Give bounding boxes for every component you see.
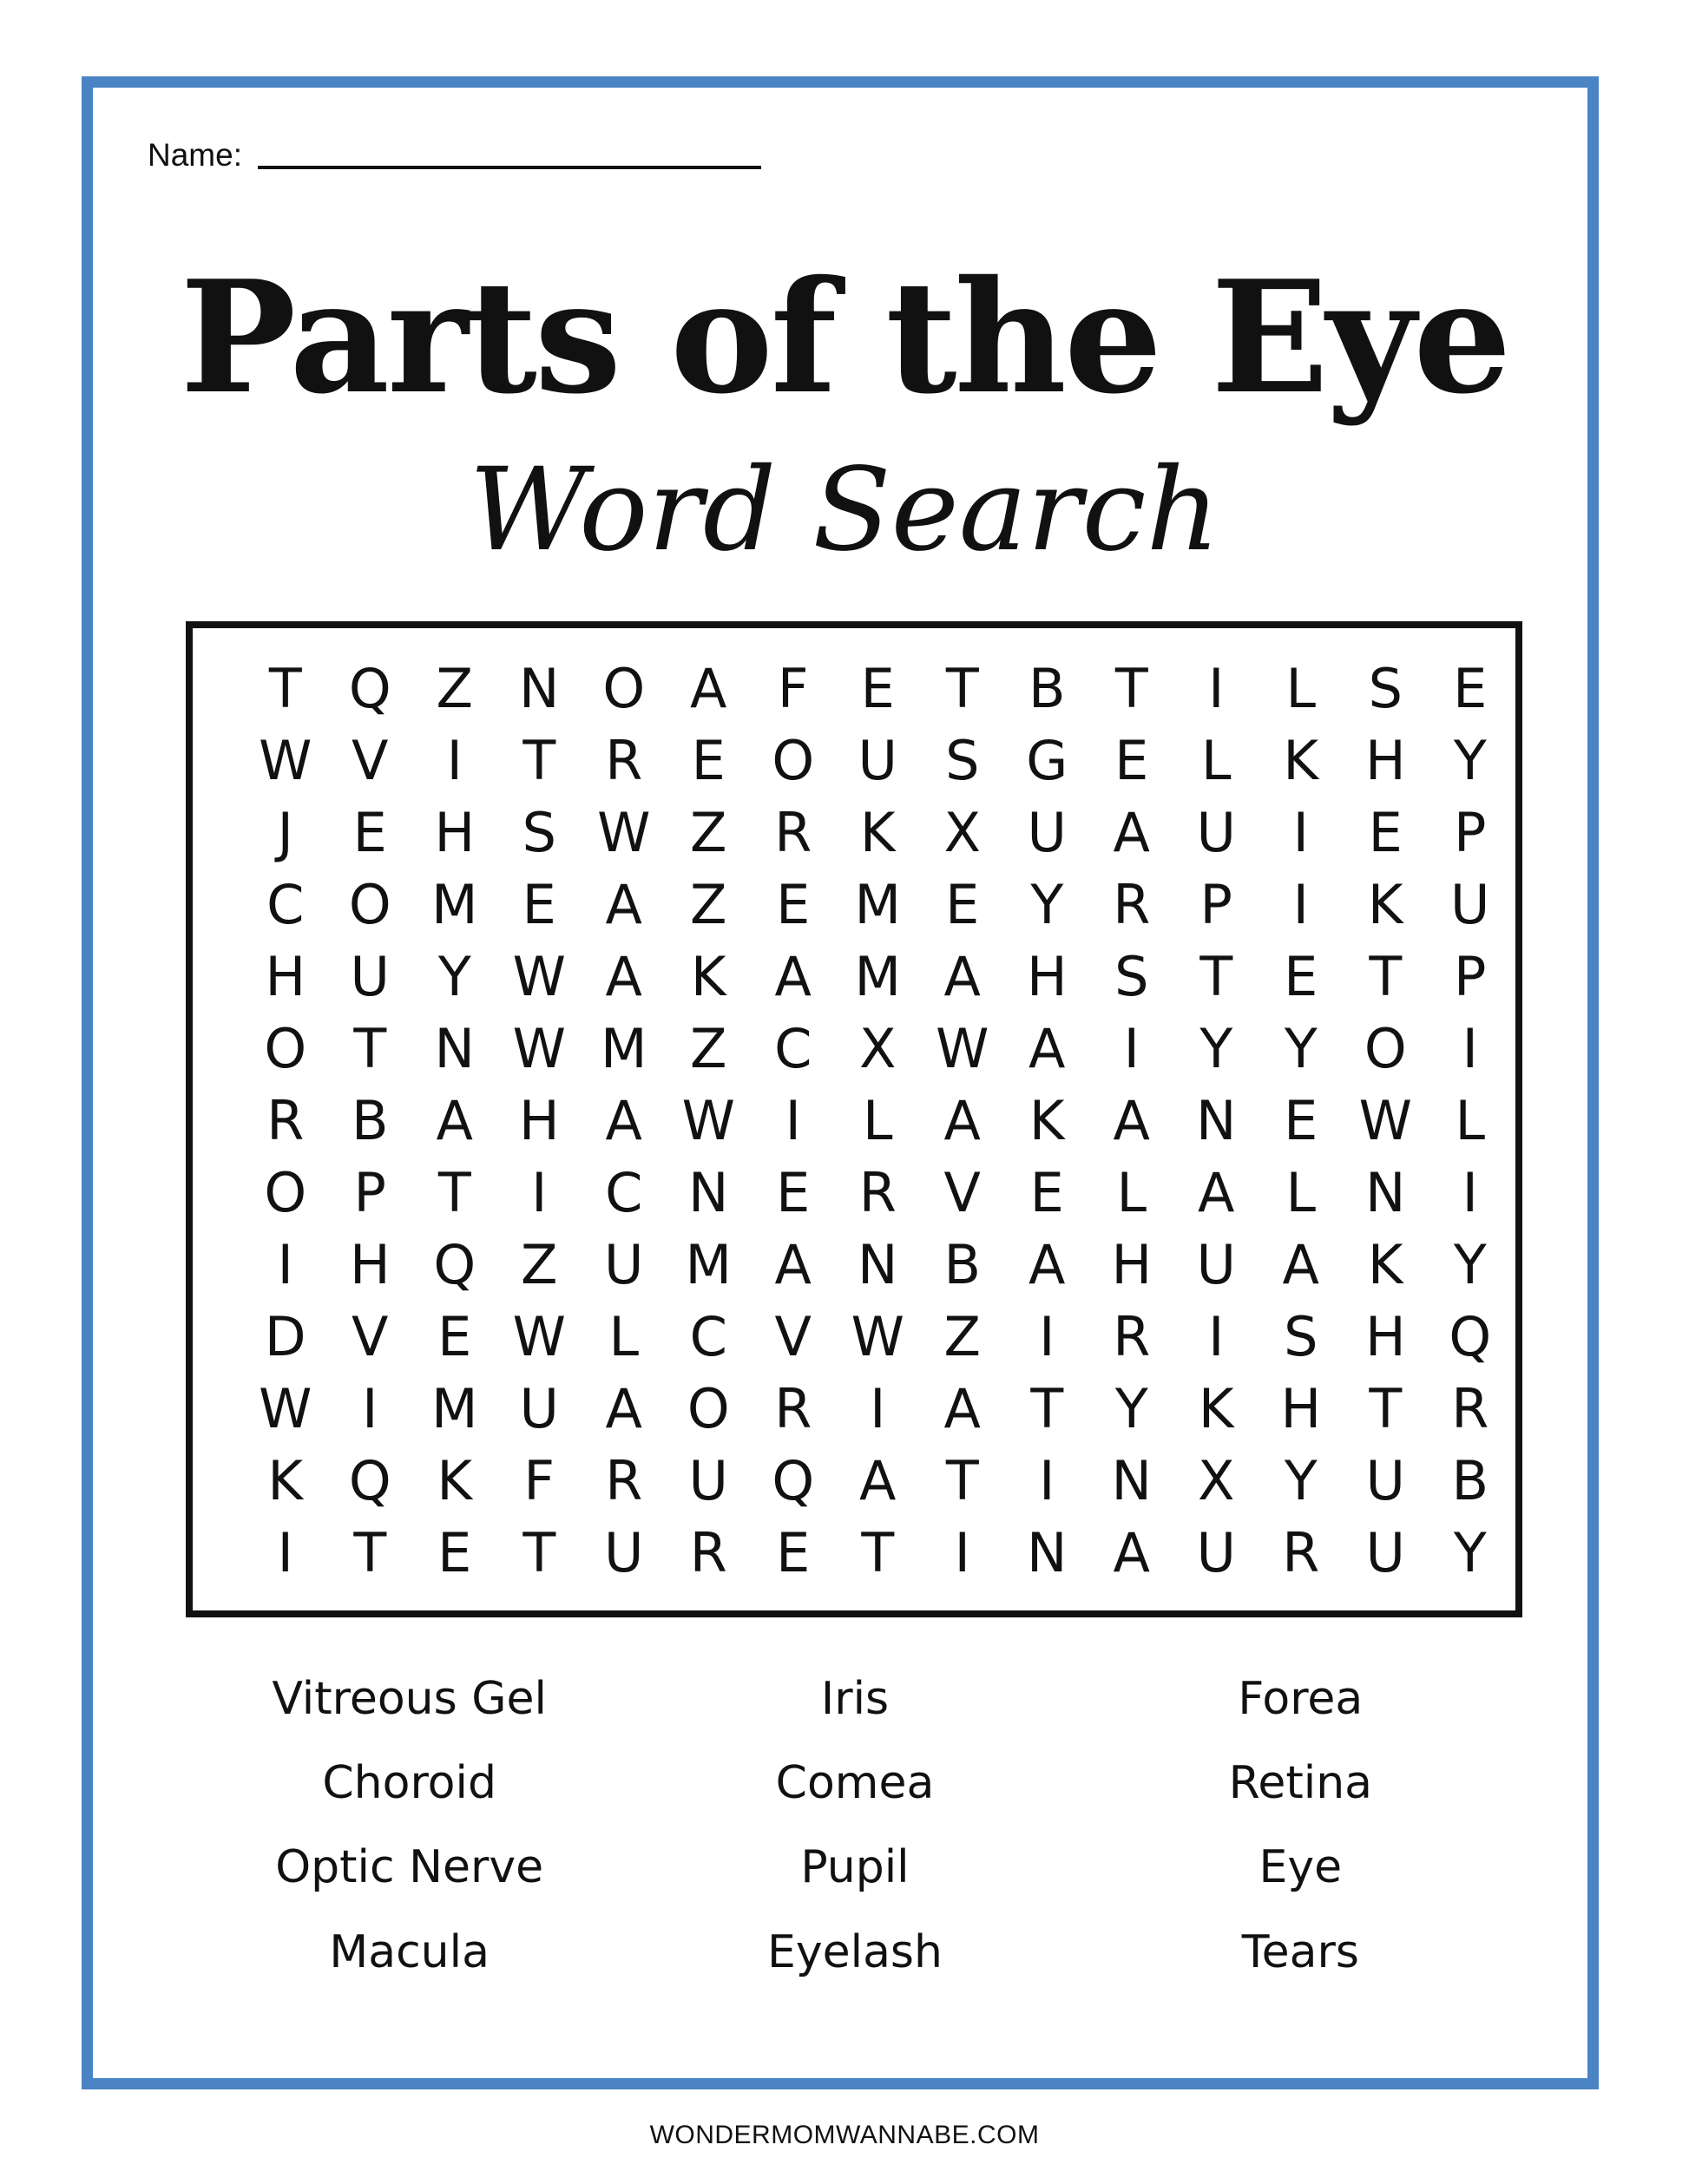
grid-letter[interactable]: Q: [1449, 1304, 1492, 1368]
grid-letter[interactable]: E: [1368, 800, 1403, 864]
grid-letter[interactable]: A: [774, 1232, 812, 1296]
grid-letter[interactable]: P: [1454, 800, 1487, 864]
grid-letter[interactable]: E: [1453, 656, 1488, 720]
grid-letter[interactable]: M: [854, 872, 901, 936]
grid-letter[interactable]: T: [353, 1520, 387, 1584]
grid-letter[interactable]: S: [522, 800, 556, 864]
grid-letter[interactable]: R: [605, 728, 643, 792]
grid-letter[interactable]: P: [1454, 944, 1487, 1008]
grid-letter[interactable]: A: [436, 1088, 473, 1152]
grid-letter[interactable]: L: [1285, 656, 1317, 720]
page-title: Parts of the Eye: [180, 246, 1509, 428]
grid-letter[interactable]: T: [268, 656, 302, 720]
grid-letter[interactable]: K: [267, 1448, 304, 1512]
grid-letter[interactable]: V: [943, 1160, 981, 1224]
grid-letter[interactable]: D: [264, 1304, 306, 1368]
grid-letter[interactable]: R: [858, 1160, 897, 1224]
grid-letter[interactable]: W: [259, 728, 312, 792]
grid-letter[interactable]: I: [446, 728, 463, 792]
grid-letter[interactable]: A: [943, 944, 981, 1008]
word-list-item: Optic Nerve: [275, 1841, 544, 1894]
grid-letter[interactable]: K: [437, 1448, 473, 1512]
word-list-item: Pupil: [800, 1841, 910, 1894]
grid-letter[interactable]: H: [1280, 1376, 1322, 1440]
grid-letter[interactable]: R: [689, 1520, 727, 1584]
grid-letter[interactable]: H: [1026, 944, 1068, 1008]
grid-letter[interactable]: A: [605, 1088, 642, 1152]
grid-letter[interactable]: I: [1208, 656, 1225, 720]
grid-letter[interactable]: L: [1285, 1160, 1317, 1224]
grid-letter[interactable]: A: [605, 944, 642, 1008]
grid-letter[interactable]: N: [688, 1160, 729, 1224]
grid-letter[interactable]: A: [1029, 1232, 1066, 1296]
word-list-item: Eyelash: [767, 1925, 943, 1978]
grid-letter[interactable]: A: [1113, 800, 1150, 864]
grid-letter[interactable]: Q: [433, 1232, 476, 1296]
grid-letter[interactable]: Y: [1114, 1376, 1148, 1440]
grid-letter[interactable]: S: [945, 728, 980, 792]
grid-letter[interactable]: Z: [436, 656, 473, 720]
grid-letter[interactable]: B: [351, 1088, 389, 1152]
grid-letter[interactable]: E: [1284, 1088, 1318, 1152]
grid-letter[interactable]: A: [1113, 1520, 1150, 1584]
grid-letter[interactable]: I: [1039, 1448, 1055, 1512]
grid-letter[interactable]: W: [512, 1016, 566, 1080]
word-list-item: Vitreous Gel: [272, 1673, 547, 1725]
grid-letter[interactable]: N: [858, 1232, 898, 1296]
grid-letter[interactable]: I: [277, 1232, 293, 1296]
grid-letter[interactable]: O: [602, 656, 646, 720]
grid-letter[interactable]: V: [352, 728, 389, 792]
word-list-item: Tears: [1241, 1925, 1359, 1978]
grid-letter[interactable]: Y: [1199, 1016, 1233, 1080]
grid-letter[interactable]: A: [943, 1088, 981, 1152]
grid-letter[interactable]: W: [259, 1376, 312, 1440]
grid-letter[interactable]: Z: [690, 800, 727, 864]
grid-letter[interactable]: K: [1029, 1088, 1065, 1152]
grid-letter[interactable]: M: [431, 872, 478, 936]
grid-letter[interactable]: I: [1292, 800, 1309, 864]
grid-letter[interactable]: K: [859, 800, 896, 864]
name-write-line[interactable]: [258, 166, 761, 169]
grid-letter[interactable]: W: [936, 1016, 989, 1080]
grid-letter[interactable]: R: [1451, 1376, 1489, 1440]
grid-letter[interactable]: F: [523, 1448, 555, 1512]
grid-letter[interactable]: H: [1364, 728, 1406, 792]
grid-letter[interactable]: W: [851, 1304, 904, 1368]
name-label: Name:: [148, 137, 242, 173]
grid-letter[interactable]: I: [277, 1520, 293, 1584]
grid-letter[interactable]: O: [687, 1376, 730, 1440]
word-list-item: Choroid: [322, 1757, 496, 1810]
grid-letter[interactable]: M: [431, 1376, 478, 1440]
word-list-item: Comea: [775, 1757, 935, 1810]
grid-letter[interactable]: I: [1292, 872, 1309, 936]
grid-letter[interactable]: H: [1111, 1232, 1153, 1296]
grid-letter[interactable]: U: [350, 944, 390, 1008]
grid-letter[interactable]: L: [1455, 1088, 1486, 1152]
grid-letter[interactable]: I: [362, 1376, 378, 1440]
grid-letter[interactable]: T: [945, 1448, 979, 1512]
grid-letter[interactable]: O: [264, 1160, 307, 1224]
grid-letter[interactable]: E: [1029, 1160, 1064, 1224]
word-list-item: Retina: [1228, 1757, 1373, 1810]
grid-letter[interactable]: Y: [1284, 1448, 1318, 1512]
grid-letter[interactable]: R: [774, 1376, 812, 1440]
grid-letter[interactable]: U: [1365, 1448, 1405, 1512]
grid-letter[interactable]: C: [774, 1016, 812, 1080]
grid-letter[interactable]: I: [1208, 1304, 1225, 1368]
grid-letter[interactable]: I: [785, 1088, 801, 1152]
grid-letter[interactable]: U: [1196, 800, 1236, 864]
grid-letter[interactable]: U: [604, 1520, 644, 1584]
grid-letter[interactable]: A: [1198, 1160, 1235, 1224]
grid-letter[interactable]: U: [519, 1376, 559, 1440]
footer-website: WONDERMOMWANNABE.COM: [649, 2121, 1040, 2149]
grid-letter[interactable]: T: [522, 728, 556, 792]
grid-letter[interactable]: W: [512, 1304, 566, 1368]
grid-letter[interactable]: B: [1451, 1448, 1489, 1512]
grid-letter[interactable]: O: [772, 728, 815, 792]
grid-letter[interactable]: U: [1027, 800, 1067, 864]
grid-letter[interactable]: T: [1199, 944, 1233, 1008]
grid-letter[interactable]: S: [1368, 656, 1403, 720]
grid-letter[interactable]: R: [1113, 872, 1151, 936]
name-field-row: [148, 139, 761, 171]
grid-letter[interactable]: N: [519, 656, 560, 720]
grid-letter[interactable]: E: [437, 1520, 472, 1584]
word-list-item: Iris: [820, 1673, 890, 1725]
grid-letter[interactable]: N: [1196, 1088, 1237, 1152]
grid-letter[interactable]: C: [689, 1304, 727, 1368]
grid-letter[interactable]: T: [353, 1016, 387, 1080]
grid-letter[interactable]: E: [522, 872, 556, 936]
word-search-grid-box: [186, 621, 1522, 1617]
grid-letter[interactable]: H: [434, 800, 476, 864]
grid-letter[interactable]: K: [1198, 1376, 1234, 1440]
grid-letter[interactable]: M: [685, 1232, 732, 1296]
grid-letter[interactable]: U: [858, 728, 897, 792]
grid-letter[interactable]: I: [1039, 1304, 1055, 1368]
grid-letter[interactable]: Y: [437, 944, 471, 1008]
grid-letter[interactable]: Y: [1030, 872, 1064, 936]
grid-letter[interactable]: K: [1367, 1232, 1403, 1296]
grid-letter[interactable]: F: [777, 656, 809, 720]
grid-letter[interactable]: B: [1028, 656, 1066, 720]
grid-letter[interactable]: E: [437, 1304, 472, 1368]
grid-letter[interactable]: A: [690, 656, 727, 720]
grid-letter[interactable]: N: [1365, 1160, 1406, 1224]
grid-letter[interactable]: Y: [1453, 1520, 1487, 1584]
grid-letter[interactable]: A: [943, 1376, 981, 1440]
grid-letter[interactable]: S: [1284, 1304, 1318, 1368]
grid-letter[interactable]: T: [522, 1520, 556, 1584]
grid-letter[interactable]: O: [264, 1016, 307, 1080]
grid-letter[interactable]: M: [601, 1016, 647, 1080]
grid-letter[interactable]: T: [945, 656, 979, 720]
page-subtitle: Word Search: [469, 443, 1220, 577]
grid-letter[interactable]: U: [1196, 1520, 1236, 1584]
grid-letter[interactable]: L: [1200, 728, 1232, 792]
grid-letter[interactable]: U: [1365, 1520, 1405, 1584]
grid-letter[interactable]: H: [1364, 1304, 1406, 1368]
grid-letter[interactable]: N: [1111, 1448, 1152, 1512]
grid-letter[interactable]: W: [681, 1088, 735, 1152]
grid-letter[interactable]: I: [1462, 1016, 1478, 1080]
grid-letter[interactable]: Y: [1453, 1232, 1487, 1296]
word-list: [187, 1675, 1523, 1977]
grid-letter[interactable]: K: [1283, 728, 1319, 792]
grid-letter[interactable]: R: [605, 1448, 643, 1512]
grid-letter[interactable]: H: [349, 1232, 391, 1296]
grid-letter[interactable]: R: [1282, 1520, 1320, 1584]
grid-letter[interactable]: Z: [690, 1016, 727, 1080]
grid-letter[interactable]: R: [1113, 1304, 1151, 1368]
grid-letter[interactable]: L: [1116, 1160, 1147, 1224]
grid-letter[interactable]: E: [860, 656, 895, 720]
grid-letter[interactable]: I: [870, 1376, 886, 1440]
grid-letter[interactable]: B: [943, 1232, 982, 1296]
grid-letter[interactable]: E: [1114, 728, 1149, 792]
grid-letter[interactable]: A: [1282, 1232, 1319, 1296]
grid-letter[interactable]: K: [690, 944, 726, 1008]
grid-letter[interactable]: Z: [521, 1232, 558, 1296]
letter-grid: [243, 653, 1513, 1589]
grid-letter[interactable]: Q: [772, 1448, 815, 1512]
grid-letter[interactable]: E: [945, 872, 980, 936]
grid-letter[interactable]: T: [437, 1160, 471, 1224]
grid-letter[interactable]: A: [605, 872, 642, 936]
grid-letter[interactable]: A: [859, 1448, 897, 1512]
grid-letter[interactable]: C: [605, 1160, 643, 1224]
grid-letter[interactable]: O: [1364, 1016, 1407, 1080]
grid-letter[interactable]: M: [854, 944, 901, 1008]
grid-letter[interactable]: A: [1029, 1016, 1066, 1080]
word-list-item: Eye: [1259, 1841, 1343, 1894]
grid-letter[interactable]: U: [1196, 1232, 1236, 1296]
grid-letter[interactable]: T: [1369, 1376, 1403, 1440]
grid-letter[interactable]: C: [266, 872, 305, 936]
grid-letter[interactable]: I: [531, 1160, 548, 1224]
grid-letter[interactable]: E: [1284, 944, 1318, 1008]
grid-letter[interactable]: I: [1123, 1016, 1140, 1080]
grid-letter[interactable]: X: [943, 800, 981, 864]
grid-letter[interactable]: P: [353, 1160, 386, 1224]
grid-letter[interactable]: Z: [690, 872, 727, 936]
grid-letter[interactable]: I: [1462, 1160, 1478, 1224]
grid-letter[interactable]: A: [1113, 1088, 1150, 1152]
word-list-item: Macula: [329, 1925, 490, 1978]
grid-letter[interactable]: S: [1114, 944, 1149, 1008]
grid-letter[interactable]: P: [1199, 872, 1232, 936]
grid-letter[interactable]: U: [1450, 872, 1490, 936]
grid-letter[interactable]: N: [434, 1016, 475, 1080]
grid-letter[interactable]: H: [265, 944, 306, 1008]
grid-letter[interactable]: W: [597, 800, 651, 864]
grid-letter[interactable]: E: [776, 872, 811, 936]
grid-letter[interactable]: Y: [1284, 1016, 1318, 1080]
grid-letter[interactable]: Q: [348, 656, 391, 720]
grid-letter[interactable]: U: [604, 1232, 644, 1296]
grid-letter[interactable]: R: [774, 800, 812, 864]
grid-letter[interactable]: T: [861, 1520, 895, 1584]
grid-letter[interactable]: T: [1369, 944, 1403, 1008]
grid-letter[interactable]: H: [518, 1088, 560, 1152]
grid-letter[interactable]: J: [277, 800, 293, 864]
grid-letter[interactable]: G: [1026, 728, 1068, 792]
grid-letter[interactable]: E: [776, 1520, 811, 1584]
grid-letter[interactable]: N: [1027, 1520, 1068, 1584]
grid-letter[interactable]: T: [1030, 1376, 1064, 1440]
grid-letter[interactable]: W: [1358, 1088, 1412, 1152]
grid-letter[interactable]: U: [688, 1448, 728, 1512]
grid-letter[interactable]: L: [608, 1304, 640, 1368]
grid-letter[interactable]: V: [774, 1304, 812, 1368]
grid-letter[interactable]: A: [774, 944, 812, 1008]
grid-letter[interactable]: Z: [943, 1304, 981, 1368]
grid-letter[interactable]: L: [862, 1088, 893, 1152]
grid-letter[interactable]: R: [266, 1088, 305, 1152]
word-list-item: Forea: [1238, 1673, 1364, 1725]
grid-letter[interactable]: X: [1198, 1448, 1235, 1512]
grid-letter[interactable]: X: [859, 1016, 897, 1080]
grid-letter[interactable]: Q: [348, 1448, 391, 1512]
grid-letter[interactable]: O: [348, 872, 391, 936]
grid-letter[interactable]: K: [1367, 872, 1403, 936]
grid-letter[interactable]: V: [352, 1304, 389, 1368]
grid-letter[interactable]: E: [352, 800, 387, 864]
grid-letter[interactable]: I: [954, 1520, 970, 1584]
grid-letter[interactable]: T: [1114, 656, 1148, 720]
grid-letter[interactable]: E: [691, 728, 726, 792]
grid-letter[interactable]: A: [605, 1376, 642, 1440]
grid-letter[interactable]: Y: [1453, 728, 1487, 792]
grid-letter[interactable]: E: [776, 1160, 811, 1224]
grid-letter[interactable]: W: [512, 944, 566, 1008]
